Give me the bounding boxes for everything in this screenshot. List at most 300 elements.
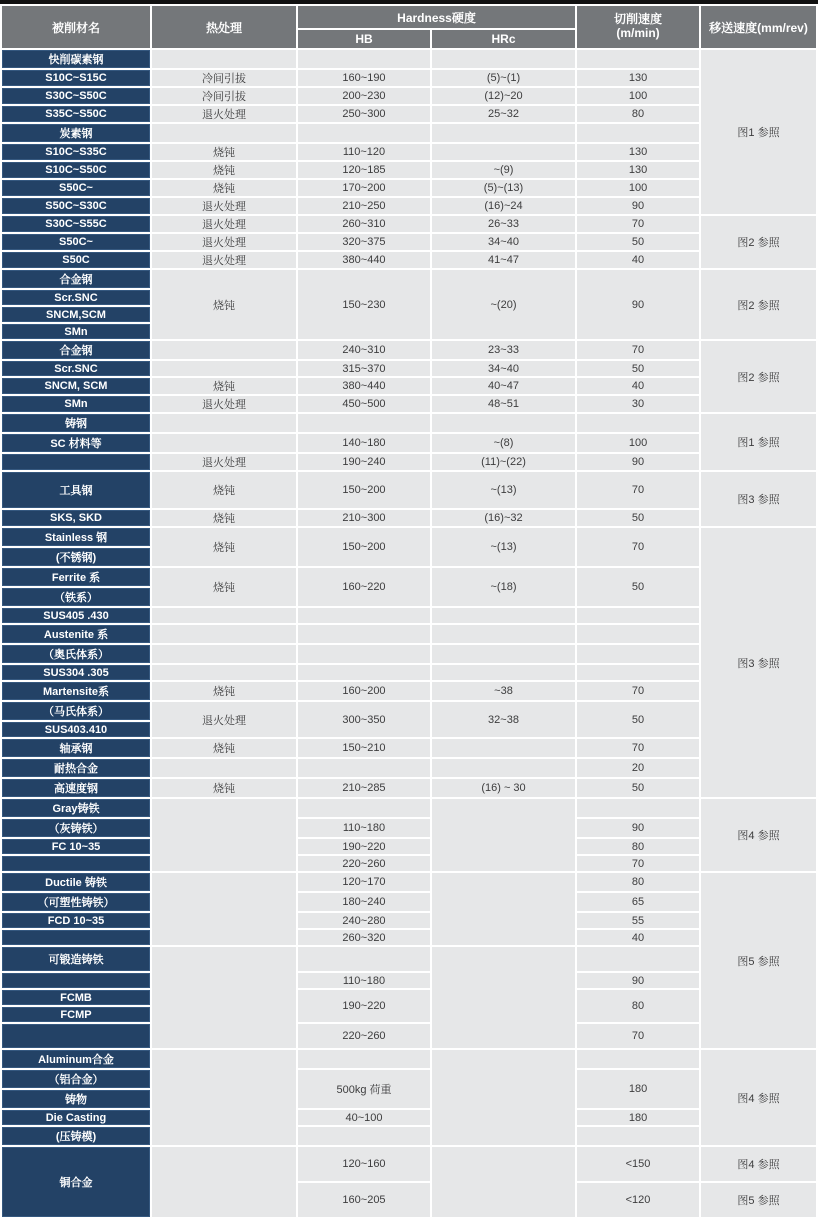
material-cell: （灰铸铁） <box>2 819 150 837</box>
data-cell <box>432 50 575 68</box>
table-row <box>2 144 816 160</box>
data-cell: 26~33 <box>432 216 575 232</box>
table-row <box>2 973 816 988</box>
table-row <box>2 1147 816 1181</box>
table-row <box>2 414 816 432</box>
data-cell <box>577 414 699 432</box>
data-cell: ~38 <box>432 682 575 700</box>
data-cell: 50 <box>577 361 699 376</box>
data-cell: ~(13) <box>432 528 575 566</box>
data-cell: 32~38 <box>432 702 575 737</box>
data-cell: 70 <box>577 739 699 757</box>
figure-ref-cell: 图2 参照 <box>701 270 816 339</box>
data-cell: 260~310 <box>298 216 430 232</box>
material-cell: 铸钢 <box>2 414 150 432</box>
data-cell: 120~185 <box>298 162 430 178</box>
data-cell <box>152 665 296 680</box>
data-cell: (5)~(13) <box>432 180 575 196</box>
data-cell: 180~240 <box>298 893 430 911</box>
data-cell: (5)~(1) <box>432 70 575 86</box>
data-cell: 40 <box>577 378 699 394</box>
table-row <box>2 873 816 891</box>
table-row <box>2 913 816 928</box>
material-cell: SMn <box>2 396 150 412</box>
data-cell: 80 <box>577 873 699 891</box>
data-cell: 40~100 <box>298 1110 430 1125</box>
data-cell <box>152 414 296 432</box>
header-cutting-speed-line2: (m/min) <box>616 26 660 40</box>
data-cell <box>152 873 296 945</box>
data-cell <box>298 947 430 971</box>
data-cell: 120~170 <box>298 873 430 891</box>
data-cell <box>577 799 699 817</box>
data-cell <box>298 645 430 663</box>
data-cell <box>152 1050 296 1145</box>
data-cell: 90 <box>577 198 699 214</box>
data-cell <box>432 873 575 945</box>
data-cell: 190~220 <box>298 839 430 854</box>
data-cell: 220~260 <box>298 856 430 871</box>
data-cell: 130 <box>577 70 699 86</box>
data-cell: 100 <box>577 88 699 104</box>
header-feed-rate: 移送速度(mm/rev) <box>701 6 816 48</box>
data-cell: (16)~32 <box>432 510 575 526</box>
data-cell <box>432 625 575 643</box>
data-cell: 70 <box>577 1024 699 1048</box>
data-cell <box>432 144 575 160</box>
data-cell <box>577 645 699 663</box>
data-cell: 210~250 <box>298 198 430 214</box>
data-cell: 220~260 <box>298 1024 430 1048</box>
data-cell: 烧钝 <box>152 528 296 566</box>
figure-ref-cell: 图3 参照 <box>701 472 816 526</box>
data-cell <box>432 414 575 432</box>
data-cell: 70 <box>577 216 699 232</box>
material-cell: 合金钢 <box>2 270 150 288</box>
data-cell <box>152 625 296 643</box>
data-cell: 30 <box>577 396 699 412</box>
material-cell: 铜合金 <box>2 1147 150 1217</box>
data-cell <box>152 341 296 359</box>
data-cell: 200~230 <box>298 88 430 104</box>
data-cell <box>432 947 575 1048</box>
data-cell: 70 <box>577 341 699 359</box>
figure-ref-cell: 图1 参照 <box>701 50 816 214</box>
data-cell: 退火处理 <box>152 216 296 232</box>
table-row <box>2 1050 816 1068</box>
table-row <box>2 759 816 777</box>
table-row <box>2 645 816 663</box>
material-cell <box>2 930 150 945</box>
figure-ref-cell: 图1 参照 <box>701 414 816 470</box>
table-body <box>2 50 816 1217</box>
data-cell <box>298 1050 430 1068</box>
data-cell: 70 <box>577 472 699 508</box>
data-cell: 50 <box>577 568 699 606</box>
table-row <box>2 947 816 971</box>
data-cell: 20 <box>577 759 699 777</box>
data-cell <box>432 124 575 142</box>
data-cell <box>152 124 296 142</box>
data-cell: 25~32 <box>432 106 575 122</box>
data-cell: 34~40 <box>432 234 575 250</box>
data-cell <box>298 665 430 680</box>
data-cell: 500kg 荷重 <box>298 1070 430 1108</box>
material-cell: FCMP <box>2 1007 150 1022</box>
table-row <box>2 893 816 911</box>
data-cell: 50 <box>577 510 699 526</box>
material-cell: FC 10~35 <box>2 839 150 854</box>
table-row <box>2 50 816 68</box>
data-cell: 退火处理 <box>152 454 296 470</box>
data-cell <box>432 1147 575 1217</box>
material-cell: Scr.SNC <box>2 290 150 305</box>
table-row <box>2 434 816 452</box>
material-cell: S35C~S50C <box>2 106 150 122</box>
table-row <box>2 88 816 104</box>
material-cell: 轴承钢 <box>2 739 150 757</box>
material-cell: 合金钢 <box>2 341 150 359</box>
data-cell: 160~200 <box>298 682 430 700</box>
data-cell: 170~200 <box>298 180 430 196</box>
material-cell: S30C~S50C <box>2 88 150 104</box>
data-cell: 烧钝 <box>152 682 296 700</box>
figure-ref-cell: 图5 参照 <box>701 1183 816 1217</box>
table-row <box>2 396 816 412</box>
table-row <box>2 341 816 359</box>
data-cell <box>152 50 296 68</box>
table-row <box>2 472 816 508</box>
data-cell: 150~230 <box>298 270 430 339</box>
material-cell: S10C~S50C <box>2 162 150 178</box>
data-cell <box>298 124 430 142</box>
data-cell: 190~220 <box>298 990 430 1022</box>
material-cell: Stainless 钢 <box>2 528 150 546</box>
figure-ref-cell: 图5 参照 <box>701 873 816 1048</box>
material-cell: （铝合金） <box>2 1070 150 1088</box>
data-cell: 80 <box>577 839 699 854</box>
data-cell: 130 <box>577 162 699 178</box>
data-cell <box>152 361 296 376</box>
material-cell: （铁系） <box>2 588 150 606</box>
table-row <box>2 839 816 854</box>
data-cell: 100 <box>577 434 699 452</box>
data-cell: 110~180 <box>298 973 430 988</box>
table-row <box>2 702 816 720</box>
data-cell: 50 <box>577 702 699 737</box>
data-cell <box>152 434 296 452</box>
header-cutting-speed <box>577 6 699 48</box>
material-cell: SC 材料等 <box>2 434 150 452</box>
data-cell: (11)~(22) <box>432 454 575 470</box>
figure-ref-cell: 图2 参照 <box>701 216 816 268</box>
material-cell: S50C~ <box>2 180 150 196</box>
data-cell <box>432 799 575 871</box>
data-cell <box>298 1127 430 1145</box>
material-cell: （可塑性铸铁） <box>2 893 150 911</box>
table-row <box>2 1070 816 1088</box>
data-cell <box>432 608 575 623</box>
data-cell: 烧钝 <box>152 510 296 526</box>
data-cell <box>432 739 575 757</box>
data-cell: 160~205 <box>298 1183 430 1217</box>
data-cell <box>152 645 296 663</box>
data-cell <box>577 625 699 643</box>
figure-ref-cell: 图2 参照 <box>701 341 816 412</box>
data-cell <box>432 665 575 680</box>
material-cell: 耐热合金 <box>2 759 150 777</box>
table-row <box>2 162 816 178</box>
data-cell: 160~220 <box>298 568 430 606</box>
table-row <box>2 361 816 376</box>
data-cell: 160~190 <box>298 70 430 86</box>
figure-ref-cell: 图4 参照 <box>701 799 816 871</box>
data-cell: 40 <box>577 252 699 268</box>
data-cell <box>577 665 699 680</box>
data-cell: 210~285 <box>298 779 430 797</box>
data-cell <box>577 947 699 971</box>
material-cell <box>2 1024 150 1048</box>
material-cell: S50C <box>2 252 150 268</box>
data-cell: 冷间引拔 <box>152 88 296 104</box>
data-cell <box>152 1147 296 1217</box>
data-cell: 55 <box>577 913 699 928</box>
table-row <box>2 990 816 1005</box>
material-cell: Scr.SNC <box>2 361 150 376</box>
data-cell: 40 <box>577 930 699 945</box>
material-cell: FCD 10~35 <box>2 913 150 928</box>
data-cell <box>298 50 430 68</box>
material-cell: 工具钢 <box>2 472 150 508</box>
data-cell: 100 <box>577 180 699 196</box>
data-cell: 150~200 <box>298 472 430 508</box>
data-cell: 烧钝 <box>152 180 296 196</box>
material-cell: Die Casting <box>2 1110 150 1125</box>
table-header <box>2 6 816 48</box>
material-cell: (压铸模) <box>2 1127 150 1145</box>
data-cell: 退火处理 <box>152 198 296 214</box>
data-cell <box>298 608 430 623</box>
table-row <box>2 378 816 394</box>
table-row <box>2 180 816 196</box>
material-cell: S10C~S35C <box>2 144 150 160</box>
table-row <box>2 608 816 623</box>
data-cell <box>432 759 575 777</box>
material-cell: SUS304 .305 <box>2 665 150 680</box>
data-cell: 烧钝 <box>152 162 296 178</box>
material-cell: Ductile 铸铁 <box>2 873 150 891</box>
data-cell: 140~180 <box>298 434 430 452</box>
table-row <box>2 625 816 643</box>
table-row <box>2 1110 816 1125</box>
table-row <box>2 198 816 214</box>
table-row <box>2 454 816 470</box>
table-row <box>2 799 816 817</box>
data-cell: 50 <box>577 234 699 250</box>
data-cell: 90 <box>577 973 699 988</box>
material-cell: S50C~ <box>2 234 150 250</box>
data-cell: 80 <box>577 106 699 122</box>
data-cell <box>577 124 699 142</box>
data-cell: 41~47 <box>432 252 575 268</box>
material-cell: FCMB <box>2 990 150 1005</box>
material-cell: SNCM, SCM <box>2 378 150 394</box>
material-cell: S50C~S30C <box>2 198 150 214</box>
figure-ref-cell: 图4 参照 <box>701 1147 816 1181</box>
material-cell <box>2 856 150 871</box>
data-cell <box>577 1050 699 1068</box>
data-cell: 180 <box>577 1110 699 1125</box>
data-cell: 冷间引拔 <box>152 70 296 86</box>
data-cell: 烧钝 <box>152 270 296 339</box>
table-row <box>2 856 816 871</box>
table-row <box>2 270 816 288</box>
data-cell <box>298 625 430 643</box>
table-row <box>2 1024 816 1048</box>
data-cell <box>152 947 296 1048</box>
data-cell: 50 <box>577 779 699 797</box>
table-row <box>2 106 816 122</box>
table-row <box>2 216 816 232</box>
machining-conditions-table <box>0 4 818 1219</box>
data-cell: ~(18) <box>432 568 575 606</box>
data-cell: 退火处理 <box>152 396 296 412</box>
data-cell: 48~51 <box>432 396 575 412</box>
material-cell: 快削碳素钢 <box>2 50 150 68</box>
data-cell: ~(9) <box>432 162 575 178</box>
data-cell: 190~240 <box>298 454 430 470</box>
material-cell: SUS403.410 <box>2 722 150 737</box>
table-row <box>2 70 816 86</box>
table-row <box>2 1127 816 1145</box>
material-cell: S10C~S15C <box>2 70 150 86</box>
data-cell: 70 <box>577 682 699 700</box>
table-row <box>2 819 816 837</box>
data-cell: ~(20) <box>432 270 575 339</box>
data-cell <box>577 1127 699 1145</box>
data-cell: 240~310 <box>298 341 430 359</box>
data-cell: 150~200 <box>298 528 430 566</box>
data-cell: (12)~20 <box>432 88 575 104</box>
header-material: 被削材名 <box>2 6 150 48</box>
data-cell <box>298 799 430 817</box>
material-cell: （奥氏体系） <box>2 645 150 663</box>
data-cell: 180 <box>577 1070 699 1108</box>
data-cell <box>152 759 296 777</box>
data-cell <box>298 414 430 432</box>
data-cell: 210~300 <box>298 510 430 526</box>
data-cell: 380~440 <box>298 252 430 268</box>
data-cell: 烧钝 <box>152 779 296 797</box>
data-cell <box>577 608 699 623</box>
data-cell: (16) ~ 30 <box>432 779 575 797</box>
header-cutting-speed-line1: 切削速度 <box>614 12 663 27</box>
data-cell <box>432 645 575 663</box>
data-cell: 240~280 <box>298 913 430 928</box>
material-cell: Aluminum合金 <box>2 1050 150 1068</box>
material-cell: 铸物 <box>2 1090 150 1108</box>
material-cell: 高速度钢 <box>2 779 150 797</box>
table-row <box>2 739 816 757</box>
table-row <box>2 528 816 546</box>
header-hrc: HRc <box>432 30 575 48</box>
material-cell: SNCM,SCM <box>2 307 150 322</box>
header-hardness: Hardness硬度 <box>298 6 575 28</box>
table-row <box>2 510 816 526</box>
data-cell: 烧钝 <box>152 378 296 394</box>
data-cell: 130 <box>577 144 699 160</box>
data-cell: 烧钝 <box>152 568 296 606</box>
material-cell: （马氏体系） <box>2 702 150 720</box>
data-cell: 150~210 <box>298 739 430 757</box>
material-cell <box>2 454 150 470</box>
data-cell: 退火处理 <box>152 252 296 268</box>
data-cell: <150 <box>577 1147 699 1181</box>
material-cell: Austenite 系 <box>2 625 150 643</box>
table-row <box>2 682 816 700</box>
data-cell: 34~40 <box>432 361 575 376</box>
data-cell: 80 <box>577 990 699 1022</box>
table-row <box>2 930 816 945</box>
data-cell: 70 <box>577 528 699 566</box>
table-row <box>2 779 816 797</box>
data-cell: 90 <box>577 819 699 837</box>
data-cell: <120 <box>577 1183 699 1217</box>
data-cell: 23~33 <box>432 341 575 359</box>
data-cell: 250~300 <box>298 106 430 122</box>
material-cell: Gray铸铁 <box>2 799 150 817</box>
data-cell: 退火处理 <box>152 106 296 122</box>
material-cell: SMn <box>2 324 150 339</box>
data-cell: 退火处理 <box>152 702 296 737</box>
data-cell <box>298 759 430 777</box>
data-cell: (16)~24 <box>432 198 575 214</box>
data-cell: 40~47 <box>432 378 575 394</box>
table-row <box>2 568 816 586</box>
data-cell <box>152 799 296 871</box>
header-heat-treatment: 热处理 <box>152 6 296 48</box>
data-cell: 90 <box>577 270 699 339</box>
data-cell: 320~375 <box>298 234 430 250</box>
material-cell: 可锻造铸铁 <box>2 947 150 971</box>
table-row <box>2 234 816 250</box>
data-cell: 烧钝 <box>152 472 296 508</box>
material-cell: S30C~S55C <box>2 216 150 232</box>
data-cell: 380~440 <box>298 378 430 394</box>
data-cell <box>152 608 296 623</box>
figure-ref-cell: 图4 参照 <box>701 1050 816 1145</box>
header-hb: HB <box>298 30 430 48</box>
data-cell: 315~370 <box>298 361 430 376</box>
material-cell <box>2 973 150 988</box>
table-row <box>2 252 816 268</box>
data-cell <box>432 1050 575 1145</box>
material-cell: SKS, SKD <box>2 510 150 526</box>
data-cell: 70 <box>577 856 699 871</box>
material-cell: 炭素钢 <box>2 124 150 142</box>
figure-ref-cell: 图3 参照 <box>701 528 816 797</box>
table-row <box>2 665 816 680</box>
data-cell: 110~180 <box>298 819 430 837</box>
data-cell: 110~120 <box>298 144 430 160</box>
table-row <box>2 124 816 142</box>
data-cell: 退火处理 <box>152 234 296 250</box>
material-cell: Ferrite 系 <box>2 568 150 586</box>
data-cell <box>577 50 699 68</box>
material-cell: Martensite系 <box>2 682 150 700</box>
material-cell: SUS405 .430 <box>2 608 150 623</box>
data-cell: 450~500 <box>298 396 430 412</box>
